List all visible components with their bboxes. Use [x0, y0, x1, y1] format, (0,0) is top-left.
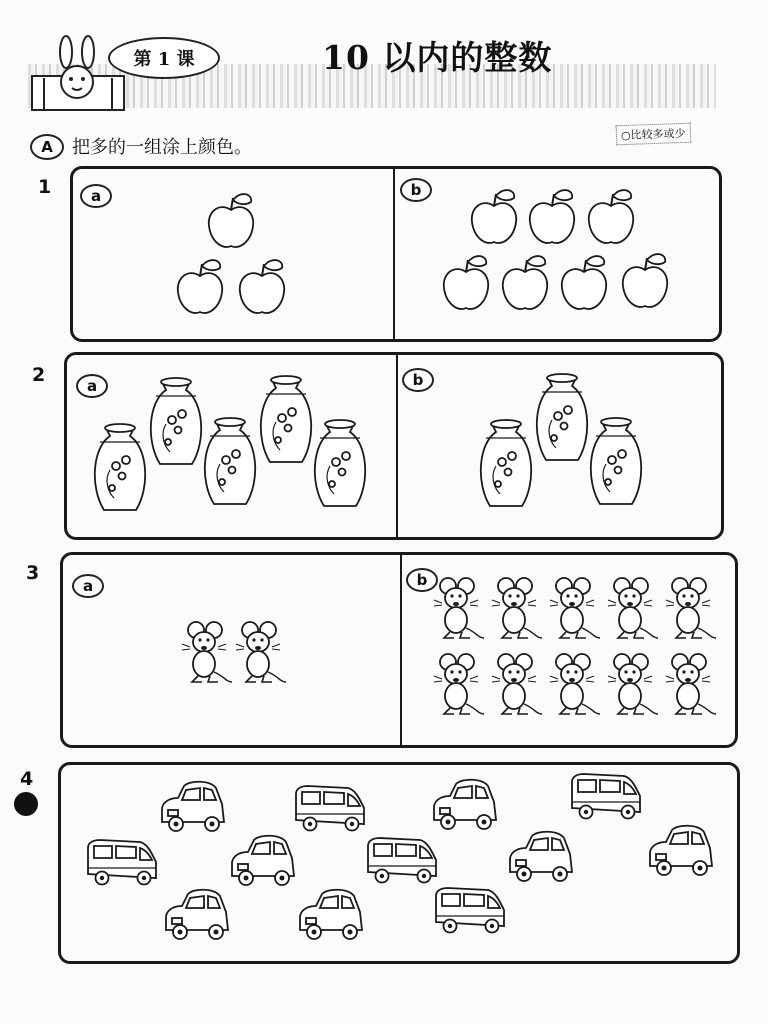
group-label: a: [76, 374, 108, 398]
car-icon: [510, 832, 572, 881]
mouse-icon: [666, 578, 716, 638]
mouse-icon: [492, 578, 542, 638]
mouse-icon: [182, 622, 232, 682]
apple-icon: [530, 190, 574, 243]
vase-icon: [315, 420, 365, 506]
page-title: 10 以内的整数: [322, 38, 553, 77]
mouse-icon: [550, 654, 600, 714]
vase-icon: [537, 374, 587, 460]
apple-icon: [503, 256, 547, 309]
car-icon: [300, 890, 362, 939]
vase-icon: [151, 378, 201, 464]
apple-icon: [589, 190, 633, 243]
question-number: 3: [26, 562, 40, 584]
car-icon: [162, 782, 224, 831]
question-number: 2: [32, 364, 46, 386]
mouse-icon: [492, 654, 542, 714]
car-icon: [232, 836, 294, 885]
van-icon: [436, 888, 504, 933]
apple-icon: [240, 260, 284, 313]
mouse-icon: [434, 578, 484, 638]
group-label: a: [72, 574, 104, 598]
apple-icon: [444, 256, 488, 309]
group-label: b: [402, 368, 434, 392]
mouse-icon: [666, 654, 716, 714]
van-icon: [296, 786, 364, 831]
car-icon: [166, 890, 228, 939]
apple-icon: [209, 194, 253, 247]
van-icon: [368, 838, 436, 883]
question-number: 1: [38, 176, 52, 198]
lesson-badge: 第 1 课: [108, 37, 220, 79]
vase-icon: [481, 420, 531, 506]
group-label: b: [400, 178, 432, 202]
topic-tag: ○比较多或少: [616, 123, 691, 146]
apple-icon: [472, 190, 516, 243]
instruction-text: 把多的一组涂上颜色。: [72, 137, 252, 158]
mouse-icon: [434, 654, 484, 714]
vase-icon: [261, 376, 311, 462]
car-icon: [650, 826, 712, 875]
question-number: 4: [20, 768, 34, 790]
group-label: a: [80, 184, 112, 208]
vase-icon: [591, 418, 641, 504]
section-marker: A: [30, 134, 64, 160]
mouse-icon: [236, 622, 286, 682]
mouse-icon: [608, 654, 658, 714]
vase-icon: [95, 424, 145, 510]
apple-icon: [178, 260, 222, 313]
car-icon: [434, 780, 496, 829]
apple-icon: [562, 256, 606, 309]
apple-icon: [623, 254, 667, 307]
mouse-icon: [608, 578, 658, 638]
mouse-icon: [550, 578, 600, 638]
group-label: b: [406, 568, 438, 592]
van-icon: [572, 774, 640, 819]
van-icon: [88, 840, 156, 885]
vase-icon: [205, 418, 255, 504]
